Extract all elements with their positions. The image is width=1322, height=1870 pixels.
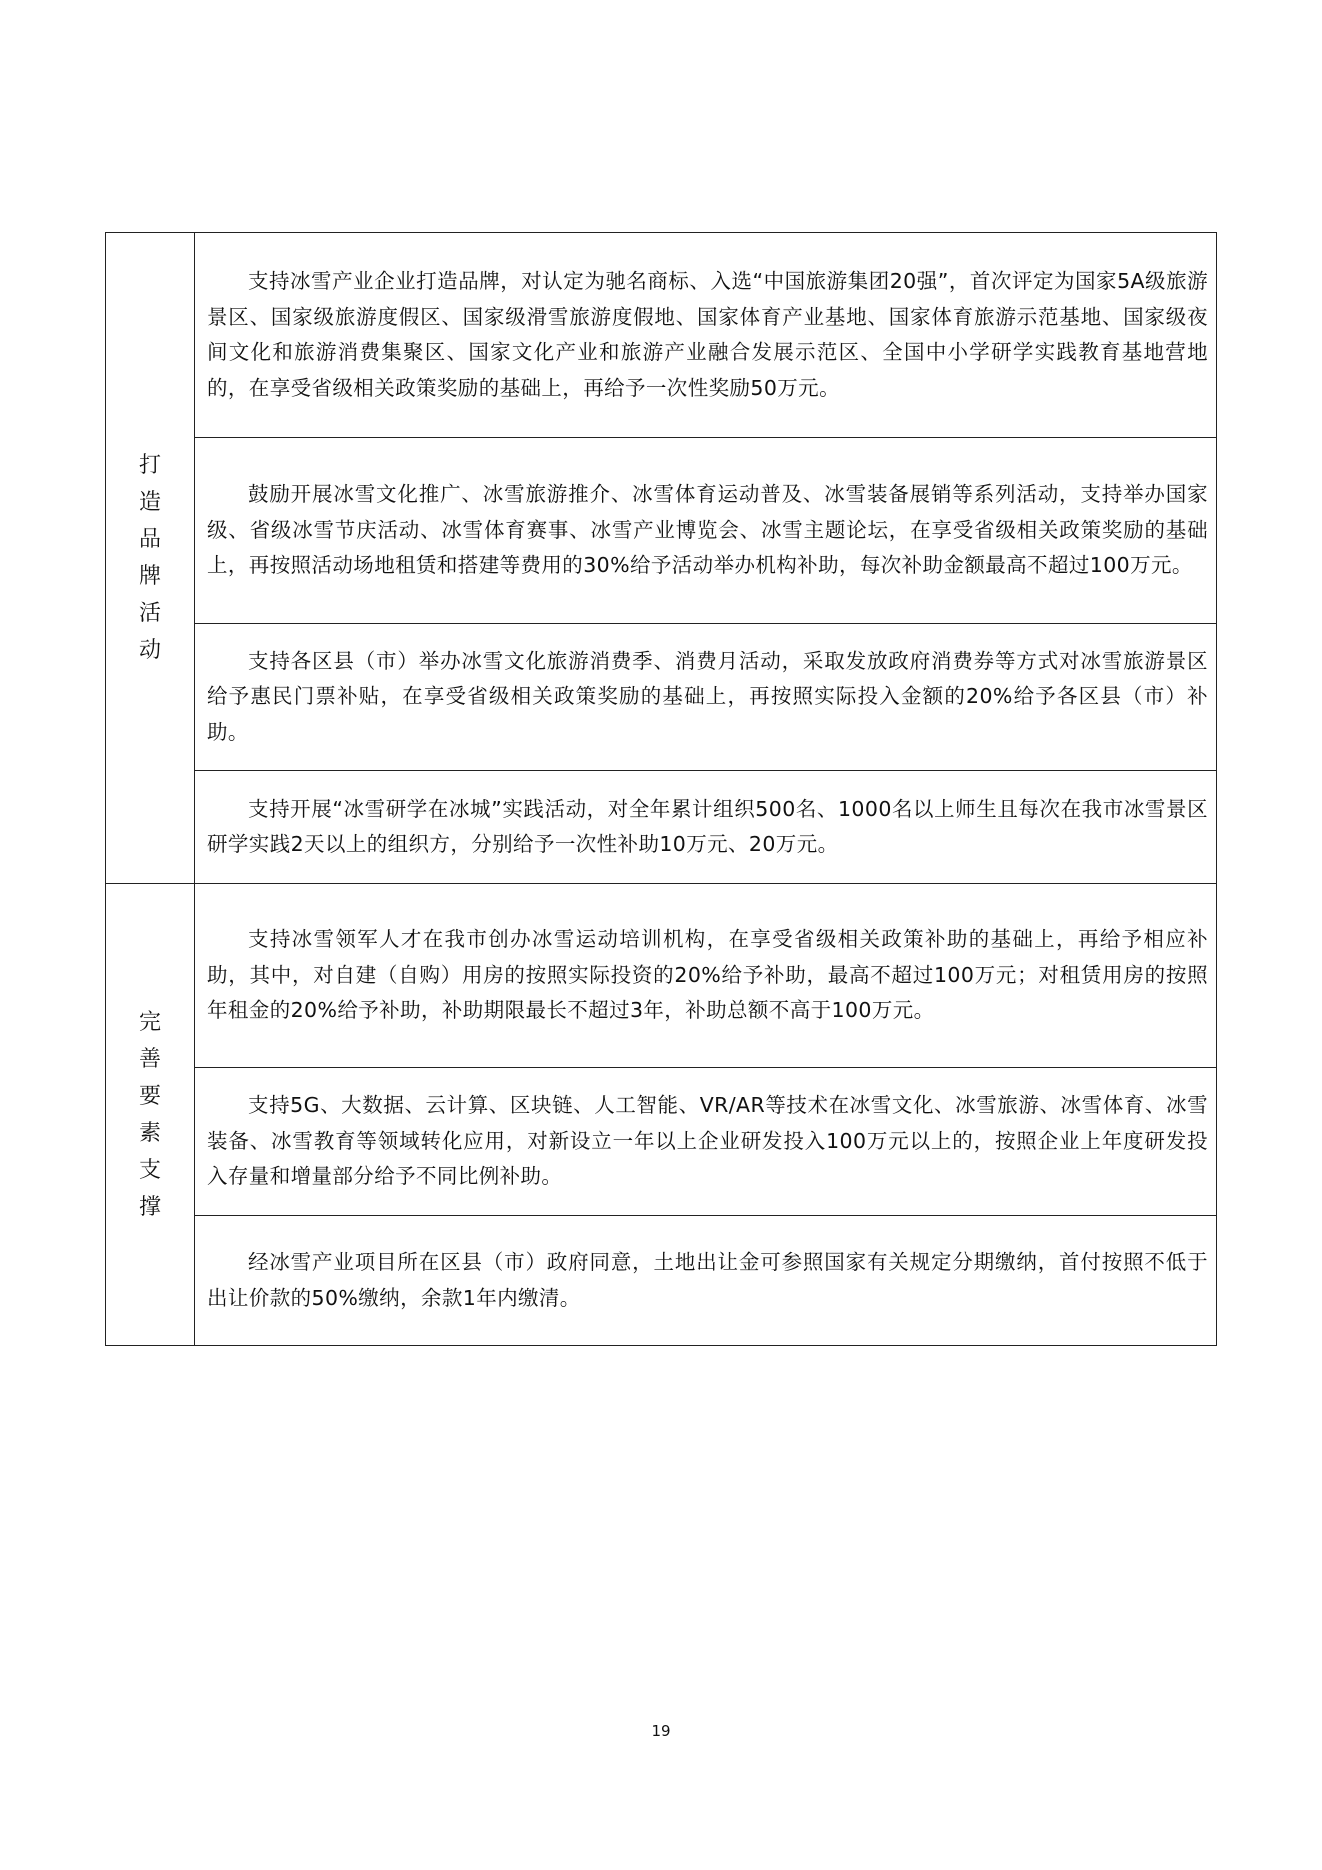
table-row — [106, 233, 1217, 438]
policy-cell — [195, 771, 1217, 884]
policy-cell — [195, 1068, 1217, 1216]
table-row — [106, 1216, 1217, 1346]
policy-text: 支持冰雪产业企业打造品牌，对认定为驰名商标、入选“中国旅游集团20强”，首次评定为国家5A级旅游景区、国家级旅游度假区、国家级滑雪旅游度假地、国家体育产业基地、国家体育旅游示范基地、国家级夜间文化和旅游消费集聚区、国家文化产业和旅游产业融合发展示范区、全国中小学研学实践教育基地营地的，在享受省级相关政策奖励的基础上，再给予一次性奖励50万元。 — [207, 269, 1208, 400]
policy-text: 支持冰雪领军人才在我市创办冰雪运动培训机构，在享受省级相关政策补助的基础上，再给予相应补助，其中，对自建（自购）用房的按照实际投资的20%给予补助，最高不超过100万元；对租赁用房的按照年租金的20%给予补助，补助期限最长不超过3年，补助总额不高于100万元。 — [207, 927, 1208, 1023]
policy-text: 支持各区县（市）举办冰雪文化旅游消费季、消费月活动，采取发放政府消费券等方式对冰雪旅游景区给予惠民门票补贴，在享受省级相关政策奖励的基础上，再按照实际投入金额的20%给予各区县（市）补助。 — [207, 648, 1208, 744]
table-row — [106, 884, 1217, 1068]
policy-cell — [195, 884, 1217, 1068]
policy-cell — [195, 233, 1217, 438]
table-row — [106, 771, 1217, 884]
table-row — [106, 624, 1217, 771]
table-row — [106, 438, 1217, 624]
page-number: 19 — [651, 1722, 671, 1740]
category-cell: 打 造 品 牌 活 动 — [106, 233, 195, 884]
table-row — [106, 1068, 1217, 1216]
policy-text: 经冰雪产业项目所在区县（市）政府同意，土地出让金可参照国家有关规定分期缴纳，首付按照不低于出让价款的50%缴纳，余款1年内缴清。 — [207, 1250, 1208, 1310]
policy-text: 支持开展“冰雪研学在冰城”实践活动，对全年累计组织500名、1000名以上师生且每次在我市冰雪景区研学实践2天以上的组织方，分别给予一次性补助10万元、20万元。 — [207, 796, 1208, 856]
policy-text: 支持5G、大数据、云计算、区块链、人工智能、VR/AR等技术在冰雪文化、冰雪旅游、冰雪体育、冰雪装备、冰雪教育等领域转化应用，对新设立一年以上企业研发投入100万元以上的，按照企业上年度研发投入存量和增量部分给予不同比例补助。 — [207, 1093, 1208, 1189]
policy-cell — [195, 624, 1217, 771]
policy-text: 鼓励开展冰雪文化推广、冰雪旅游推介、冰雪体育运动普及、冰雪装备展销等系列活动，支持举办国家级、省级冰雪节庆活动、冰雪体育赛事、冰雪产业博览会、冰雪主题论坛，在享受省级相关政策奖励的基础上，再按照活动场地租赁和搭建等费用的30%给予活动举办机构补助，每次补助金额最高不超过100万元。 — [207, 482, 1208, 578]
category-cell: 完 善 要 素 支 撑 — [106, 884, 195, 1346]
policy-table — [105, 232, 1217, 1346]
policy-cell — [195, 1216, 1217, 1346]
policy-cell — [195, 438, 1217, 624]
